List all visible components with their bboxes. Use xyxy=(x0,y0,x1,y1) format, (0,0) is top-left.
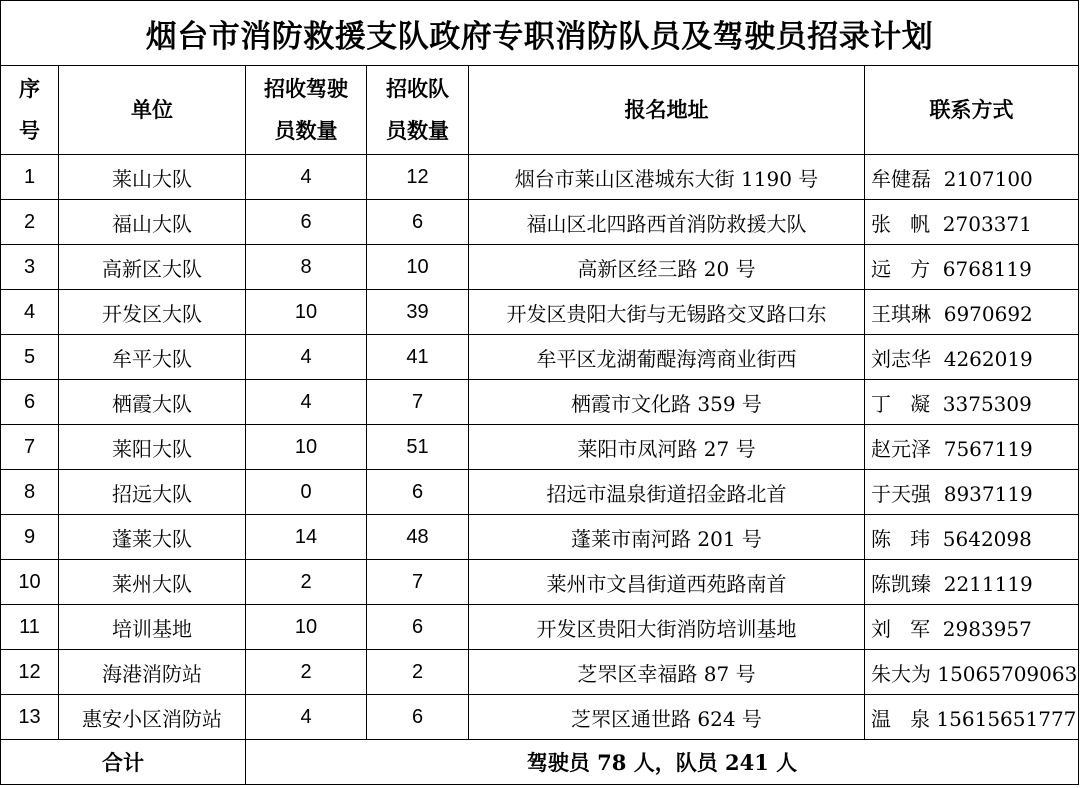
cell-drivers: 4 xyxy=(246,695,367,740)
cell-address: 开发区贵阳大街与无锡路交叉路口东 xyxy=(469,290,865,335)
cell-unit: 培训基地 xyxy=(59,605,246,650)
header-members: 招收队 员数量 xyxy=(367,66,469,155)
table-row xyxy=(1,650,1079,695)
cell-contact: 远 方 6768119 xyxy=(865,245,1079,290)
cell-contact: 陈 玮 5642098 xyxy=(865,515,1079,560)
table-row xyxy=(1,515,1079,560)
cell-unit: 福山大队 xyxy=(59,200,246,245)
header-address: 报名地址 xyxy=(469,66,865,155)
cell-contact: 于天强 8937119 xyxy=(865,470,1079,515)
cell-contact: 刘 军 2983957 xyxy=(865,605,1079,650)
cell-drivers: 2 xyxy=(246,650,367,695)
table-row xyxy=(1,335,1079,380)
cell-unit: 莱州大队 xyxy=(59,560,246,605)
table-row xyxy=(1,695,1079,740)
cell-address: 招远市温泉街道招金路北首 xyxy=(469,470,865,515)
cell-seq: 7 xyxy=(1,425,59,470)
cell-members: 6 xyxy=(367,605,469,650)
cell-seq: 8 xyxy=(1,470,59,515)
table-row xyxy=(1,200,1079,245)
header-drivers: 招收驾驶 员数量 xyxy=(246,66,367,155)
cell-unit: 蓬莱大队 xyxy=(59,515,246,560)
cell-unit: 莱阳大队 xyxy=(59,425,246,470)
header-row xyxy=(1,66,1079,155)
cell-drivers: 4 xyxy=(246,380,367,425)
table-row xyxy=(1,605,1079,650)
footer-label: 合计 xyxy=(1,740,246,785)
cell-unit: 开发区大队 xyxy=(59,290,246,335)
cell-unit: 惠安小区消防站 xyxy=(59,695,246,740)
cell-address: 蓬莱市南河路 201 号 xyxy=(469,515,865,560)
cell-seq: 2 xyxy=(1,200,59,245)
table-row xyxy=(1,290,1079,335)
header-unit: 单位 xyxy=(59,66,246,155)
cell-address: 福山区北四路西首消防救援大队 xyxy=(469,200,865,245)
table-row xyxy=(1,155,1079,200)
cell-unit: 莱山大队 xyxy=(59,155,246,200)
cell-members: 12 xyxy=(367,155,469,200)
cell-drivers: 8 xyxy=(246,245,367,290)
cell-contact: 丁 凝 3375309 xyxy=(865,380,1079,425)
cell-members: 39 xyxy=(367,290,469,335)
footer-row xyxy=(1,740,1079,785)
cell-drivers: 10 xyxy=(246,290,367,335)
cell-address: 莱阳市凤河路 27 号 xyxy=(469,425,865,470)
cell-drivers: 2 xyxy=(246,560,367,605)
cell-unit: 牟平大队 xyxy=(59,335,246,380)
cell-members: 48 xyxy=(367,515,469,560)
cell-seq: 1 xyxy=(1,155,59,200)
header-contact: 联系方式 xyxy=(865,66,1079,155)
cell-drivers: 10 xyxy=(246,425,367,470)
cell-unit: 海港消防站 xyxy=(59,650,246,695)
cell-members: 7 xyxy=(367,380,469,425)
cell-address: 烟台市莱山区港城东大街 1190 号 xyxy=(469,155,865,200)
cell-drivers: 14 xyxy=(246,515,367,560)
cell-unit: 招远大队 xyxy=(59,470,246,515)
table-body xyxy=(1,155,1079,740)
cell-drivers: 4 xyxy=(246,335,367,380)
cell-members: 6 xyxy=(367,200,469,245)
cell-members: 10 xyxy=(367,245,469,290)
cell-contact: 温 泉 15615651777 xyxy=(865,695,1079,740)
cell-contact: 赵元泽 7567119 xyxy=(865,425,1079,470)
cell-address: 芝罘区幸福路 87 号 xyxy=(469,650,865,695)
cell-drivers: 6 xyxy=(246,200,367,245)
cell-seq: 12 xyxy=(1,650,59,695)
table-row xyxy=(1,470,1079,515)
cell-members: 6 xyxy=(367,695,469,740)
cell-unit: 高新区大队 xyxy=(59,245,246,290)
table-title: 烟台市消防救援支队政府专职消防队员及驾驶员招录计划 xyxy=(1,1,1079,66)
cell-members: 7 xyxy=(367,560,469,605)
cell-address: 开发区贵阳大街消防培训基地 xyxy=(469,605,865,650)
table-row xyxy=(1,380,1079,425)
title-row xyxy=(1,1,1079,66)
cell-members: 51 xyxy=(367,425,469,470)
cell-contact: 朱大为 15065709063 xyxy=(865,650,1079,695)
header-seq: 序 号 xyxy=(1,66,59,155)
cell-seq: 4 xyxy=(1,290,59,335)
table-row xyxy=(1,425,1079,470)
cell-address: 栖霞市文化路 359 号 xyxy=(469,380,865,425)
cell-contact: 王琪琳 6970692 xyxy=(865,290,1079,335)
cell-contact: 陈凯臻 2211119 xyxy=(865,560,1079,605)
table-row xyxy=(1,245,1079,290)
cell-seq: 5 xyxy=(1,335,59,380)
cell-seq: 11 xyxy=(1,605,59,650)
cell-members: 41 xyxy=(367,335,469,380)
cell-address: 莱州市文昌街道西苑路南首 xyxy=(469,560,865,605)
cell-address: 牟平区龙湖葡醍海湾商业街西 xyxy=(469,335,865,380)
cell-seq: 6 xyxy=(1,380,59,425)
cell-drivers: 0 xyxy=(246,470,367,515)
cell-address: 高新区经三路 20 号 xyxy=(469,245,865,290)
cell-members: 6 xyxy=(367,470,469,515)
cell-contact: 刘志华 4262019 xyxy=(865,335,1079,380)
cell-seq: 9 xyxy=(1,515,59,560)
cell-members: 2 xyxy=(367,650,469,695)
cell-drivers: 4 xyxy=(246,155,367,200)
cell-seq: 3 xyxy=(1,245,59,290)
cell-address: 芝罘区通世路 624 号 xyxy=(469,695,865,740)
cell-unit: 栖霞大队 xyxy=(59,380,246,425)
footer-summary: 驾驶员 78 人，队员 241 人 xyxy=(246,740,1079,785)
cell-contact: 牟健磊 2107100 xyxy=(865,155,1079,200)
table-row xyxy=(1,560,1079,605)
cell-seq: 10 xyxy=(1,560,59,605)
cell-seq: 13 xyxy=(1,695,59,740)
cell-contact: 张 帆 2703371 xyxy=(865,200,1079,245)
cell-drivers: 10 xyxy=(246,605,367,650)
